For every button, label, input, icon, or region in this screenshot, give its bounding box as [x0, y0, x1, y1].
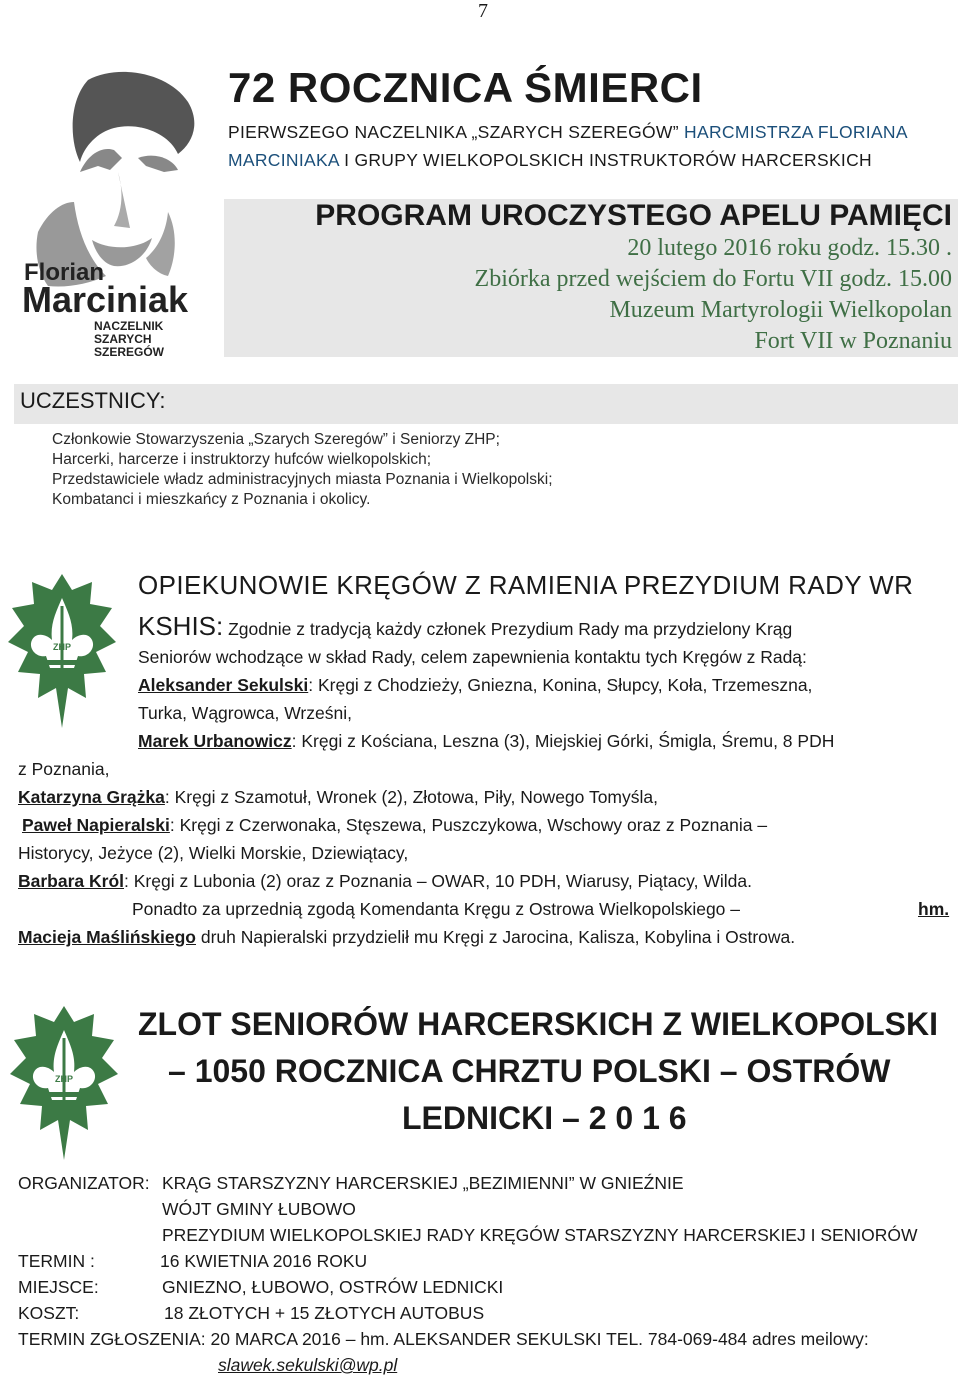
portrait-caption-2: SZARYCH	[94, 332, 152, 346]
subtitle-part-2: I GRUPY WIELKOPOLSKICH INSTRUKTORÓW HARCERSKICH	[338, 150, 872, 170]
page-subtitle	[228, 118, 958, 174]
program-date: 20 lutego 2016 roku godz. 15.30 .	[627, 235, 952, 261]
guardian-circles: : Kręgi z Czerwonaka, Stęszewa, Puszczykowa, Wschowy oraz z Poznania –	[169, 815, 768, 835]
miejsce-value: GNIEZNO, ŁUBOWO, OSTRÓW LEDNICKI	[162, 1277, 504, 1297]
miejsce-label: MIEJSCE:	[18, 1277, 99, 1297]
organizer-3: PREZYDIUM WIELKOPOLSKIEJ RADY KRĘGÓW STARSZYZNY HARCERSKIEJ I SENIORÓW	[162, 1225, 918, 1245]
koszt-value: 18 ZŁOTYCH + 15 ZŁOTYCH AUTOBUS	[164, 1303, 485, 1323]
participant-item: Kombatanci i mieszkańcy z Poznania i okolicy.	[52, 491, 371, 508]
guardian-name: Katarzyna Grążka	[18, 787, 165, 807]
guardian-row	[138, 671, 812, 699]
program-museum: Muzeum Martyrologii Wielkopolan	[609, 297, 952, 323]
guardians-title: OPIEKUNOWIE KRĘGÓW Z RAMIENIA PREZYDIUM RADY WR	[138, 570, 914, 600]
portrait-last-name: Marciniak	[22, 279, 189, 320]
email-link[interactable]: slawek.sekulski@wp.pl	[218, 1355, 398, 1375]
organizer-label: ORGANIZATOR:	[18, 1173, 150, 1193]
guardian-circles-cont: Historycy, Jeżyce (2), Wielki Morskie, Dziewiątacy,	[18, 843, 409, 863]
guardian-row	[18, 783, 658, 811]
participant-item: Przedstawiciele władz administracyjnych miasta Poznania i Wielkopolski;	[52, 471, 553, 488]
termin-label: TERMIN :	[18, 1251, 95, 1271]
participants-bar	[14, 384, 958, 424]
emblem-label: ZHP	[53, 642, 71, 652]
zlot-title-line-1: ZLOT SENIORÓW HARCERSKICH Z WIELKOPOLSKI	[138, 1006, 938, 1042]
zhp-lily-icon	[6, 572, 118, 730]
termin-value: 16 KWIETNIA 2016 ROKU	[160, 1251, 368, 1271]
page-title: 72 ROCZNICA ŚMIERCI	[228, 64, 703, 111]
emblem-label: ZHP	[55, 1074, 73, 1084]
organizer-2: WÓJT GMINY ŁUBOWO	[162, 1199, 356, 1219]
guardian-name: Aleksander Sekulski	[138, 675, 309, 695]
guardian-circles: : Kręgi z Chodzieży, Gniezna, Konina, Słupcy, Koła, Trzemeszna,	[308, 675, 813, 695]
guardian-row	[138, 727, 834, 755]
guardians-intro	[138, 612, 792, 643]
note-name: Macieja Maślińskiego	[18, 927, 196, 947]
participant-item: Harcerki, harcerze i instruktorzy hufców wielkopolskich;	[52, 451, 432, 468]
guardian-name: Barbara Król	[18, 871, 125, 891]
portrait-face-graphic	[18, 62, 210, 362]
guardians-note-2	[18, 923, 795, 951]
guardian-circles: : Kręgi z Kościana, Leszna (3), Miejskiej Górki, Śmigla, Śremu, 8 PDH	[291, 731, 835, 751]
program-gathering: Zbiórka przed wejściem do Fortu VII godz. 15.00	[474, 266, 952, 292]
portrait-image	[18, 62, 210, 362]
kshis-label: KSHIS:	[138, 611, 224, 641]
guardian-name: Paweł Napieralski	[22, 815, 170, 835]
guardian-name: Marek Urbanowicz	[138, 731, 292, 751]
note-hm: hm.	[918, 899, 950, 919]
guardian-circles-cont: Turka, Wągrowca, Wrześni,	[138, 703, 352, 723]
subtitle-part-1: PIERWSZEGO NACZELNIKA „SZARYCH SZEREGÓW”	[228, 122, 685, 142]
zhp-lily-icon	[8, 1004, 120, 1162]
guardian-circles: : Kręgi z Szamotuł, Wronek (2), Złotowa, Piły, Nowego Tomyśla,	[164, 787, 658, 807]
guardians-note	[132, 895, 740, 923]
participants-list	[52, 430, 553, 510]
koszt-label: KOSZT:	[18, 1303, 80, 1323]
guardian-row	[18, 867, 752, 895]
participants-label: UCZESTNICY:	[20, 388, 166, 413]
subtitle-highlight-1: HARCMISTRZA FLORIANA	[684, 122, 908, 142]
note-line-2: druh Napieralski przydzielił mu Kręgi z Jarocina, Kalisza, Kobylina i Ostrowa.	[196, 927, 796, 947]
note-line-1: Ponadto za uprzednią zgodą Komendanta Kręgu z Ostrowa Wielkopolskiego –	[132, 899, 741, 919]
portrait-caption-3: SZEREGÓW	[94, 345, 165, 359]
participant-item: Członkowie Stowarzyszenia „Szarych Szeregów” i Seniorzy ZHP;	[52, 431, 500, 448]
guardians-intro-2: Seniorów wchodzące w skład Rady, celem zapewnienia kontaktu tych Kręgów z Radą:	[138, 647, 807, 667]
guardian-circles: : Kręgi z Lubonia (2) oraz z Poznania – OWAR, 10 PDH, Wiarusy, Piątacy, Wilda.	[124, 871, 752, 891]
page-number: 7	[478, 0, 488, 22]
organizer-1: KRĄG STARSZYZNY HARCERSKIEJ „BEZIMIENNI” W GNIEŹNIE	[162, 1173, 684, 1193]
program-box	[224, 199, 958, 357]
subtitle-highlight-2: MARCINIAKA	[228, 150, 339, 170]
registration-deadline: TERMIN ZGŁOSZENIA: 20 MARCA 2016 – hm. ALEKSANDER SEKULSKI TEL. 784-069-484 adres meilowy:	[18, 1329, 869, 1349]
guardian-row	[22, 811, 767, 839]
portrait-first-name: Florian	[24, 259, 105, 286]
zlot-title-line-2: – 1050 ROCZNICA CHRZTU POLSKI – OSTRÓW	[168, 1053, 891, 1089]
guardians-intro-text: Zgodnie z tradycją każdy członek Prezydium Rady ma przydzielony Krąg	[223, 619, 793, 639]
program-fort: Fort VII w Poznaniu	[754, 328, 952, 354]
program-title: PROGRAM UROCZYSTEGO APELU PAMIĘCI	[315, 199, 952, 232]
zlot-title-line-3: LEDNICKI – 2 0 1 6	[402, 1100, 687, 1136]
guardian-circles-cont: z Poznania,	[18, 759, 110, 779]
portrait-caption-1: NACZELNIK	[94, 319, 164, 333]
